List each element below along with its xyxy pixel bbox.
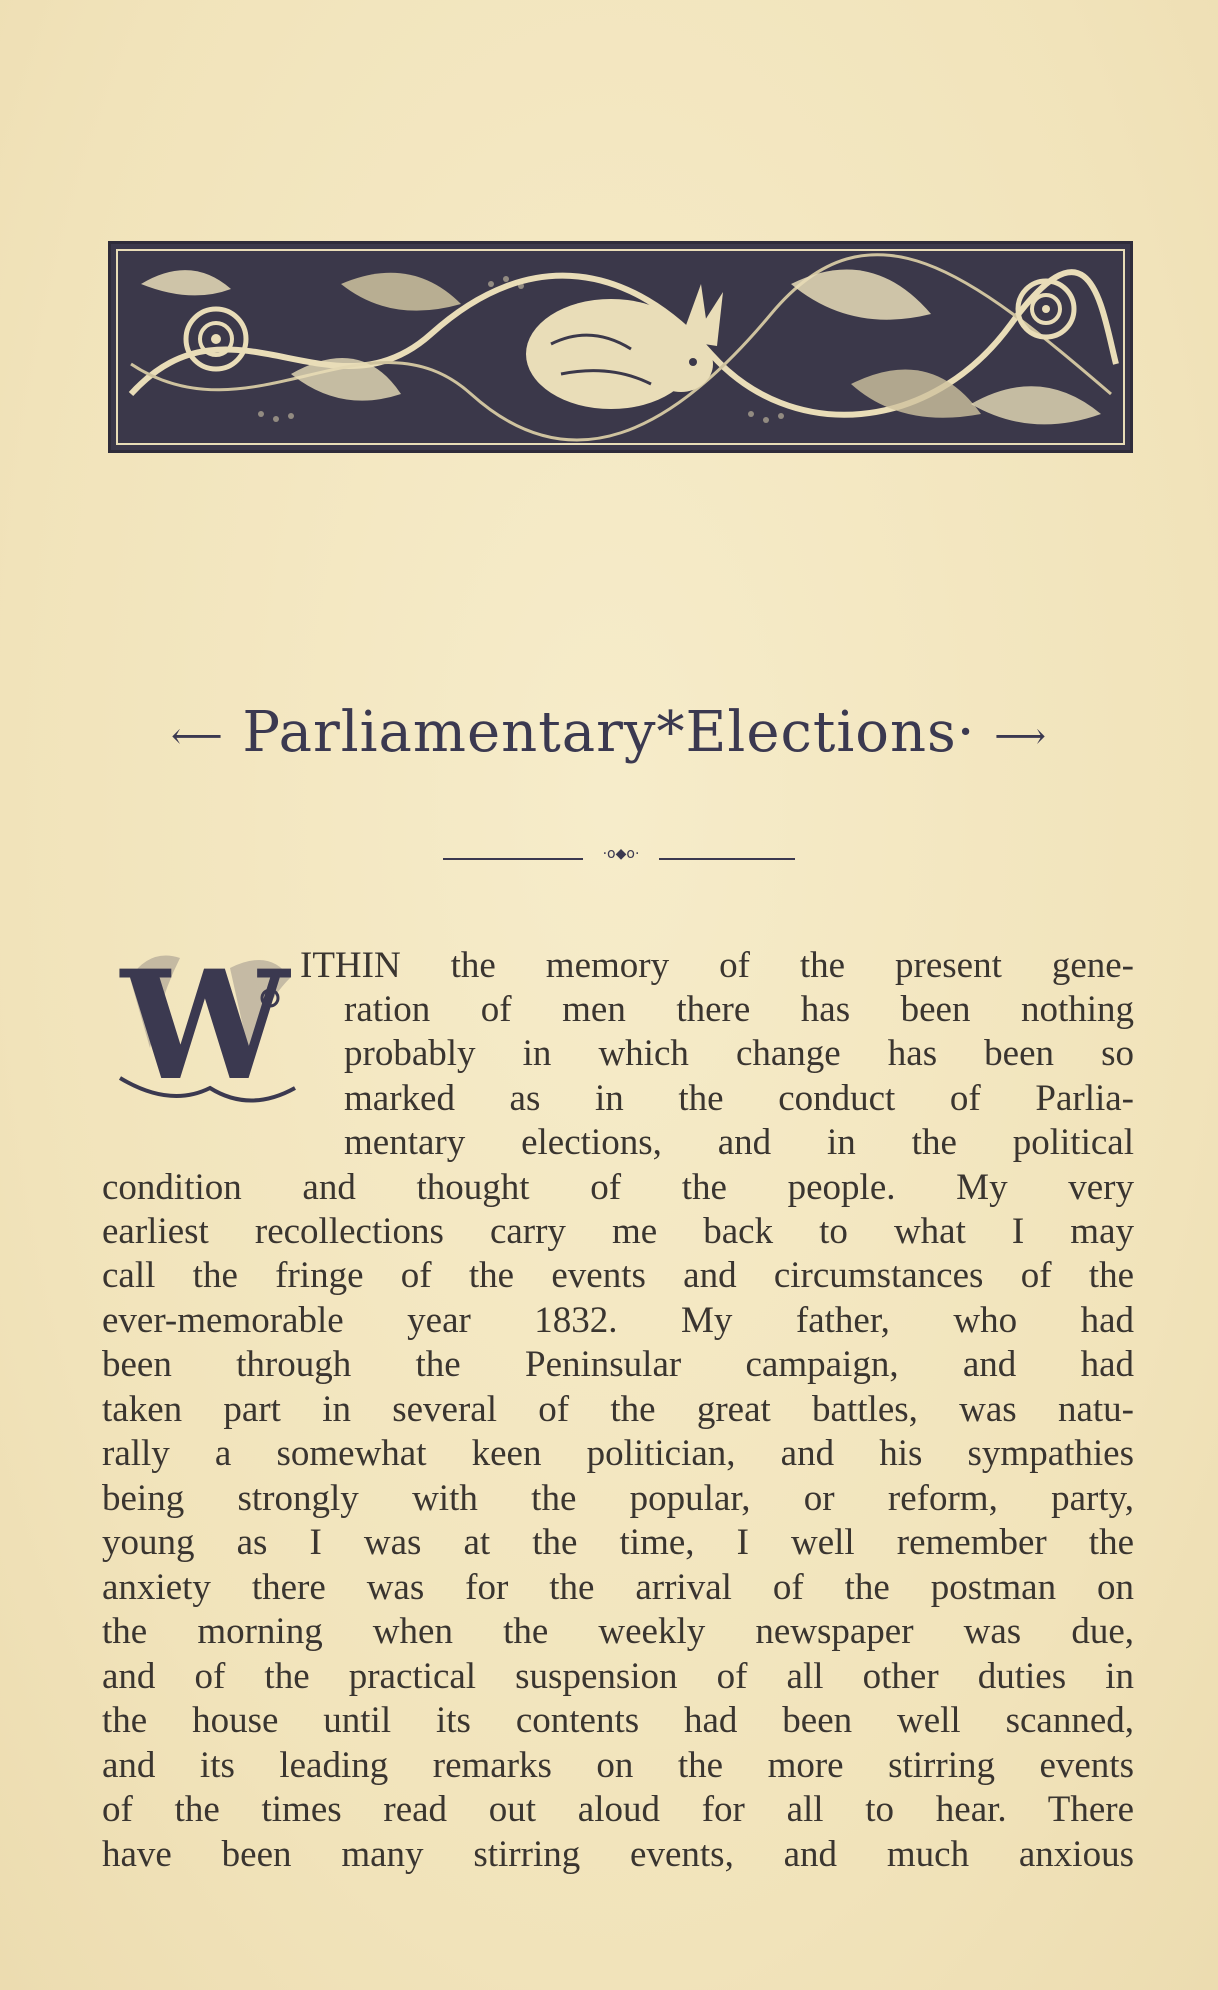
text-line: marked as in the conduct of Parlia- <box>344 1078 1134 1119</box>
text-line: of the times read out aloud for all to hear. There <box>102 1789 1134 1830</box>
text-line: been through the Peninsular campaign, and had <box>102 1344 1134 1385</box>
text-line: call the fringe of the events and circumstances of the <box>102 1255 1134 1296</box>
text-line: condition and thought of the people. My very <box>102 1167 1134 1208</box>
text-line: being strongly with the popular, or reform, party, <box>102 1478 1134 1519</box>
text-line: young as I was at the time, I well remember the <box>102 1522 1134 1563</box>
chapter-title-text: Parliamentary*Elections· <box>242 700 976 765</box>
text-line: and of the practical suspension of all other duties in <box>102 1656 1134 1697</box>
text-line: mentary elections, and in the political <box>344 1122 1134 1163</box>
text-line: taken part in several of the great battles, was natu- <box>102 1389 1134 1430</box>
rule-ornament: ·o◆o· <box>602 846 640 862</box>
text-line: probably in which change has been so <box>344 1033 1134 1074</box>
text-line: ever-memorable year 1832. My father, who had <box>102 1300 1134 1341</box>
text-line: rally a somewhat keen politician, and his sympathies <box>102 1433 1134 1474</box>
drop-cap-letter: W <box>120 938 290 1114</box>
title-right-flourish: ⟶ <box>994 716 1047 757</box>
text-line: the house until its contents had been well scanned, <box>102 1700 1134 1741</box>
text-line: anxiety there was for the arrival of the postman on <box>102 1567 1134 1608</box>
title-left-flourish: ⟵ <box>170 716 224 757</box>
text-line: earliest recollections carry me back to what I may <box>102 1211 1134 1252</box>
text-line: and its leading remarks on the more stirring events <box>102 1745 1134 1786</box>
text-line: ration of men there has been nothing <box>344 989 1134 1030</box>
text-line: ITHIN the memory of the present gene- <box>300 945 1134 986</box>
text-line: have been many stirring events, and much anxious <box>102 1834 1134 1875</box>
text-line: the morning when the weekly newspaper was due, <box>102 1611 1134 1652</box>
